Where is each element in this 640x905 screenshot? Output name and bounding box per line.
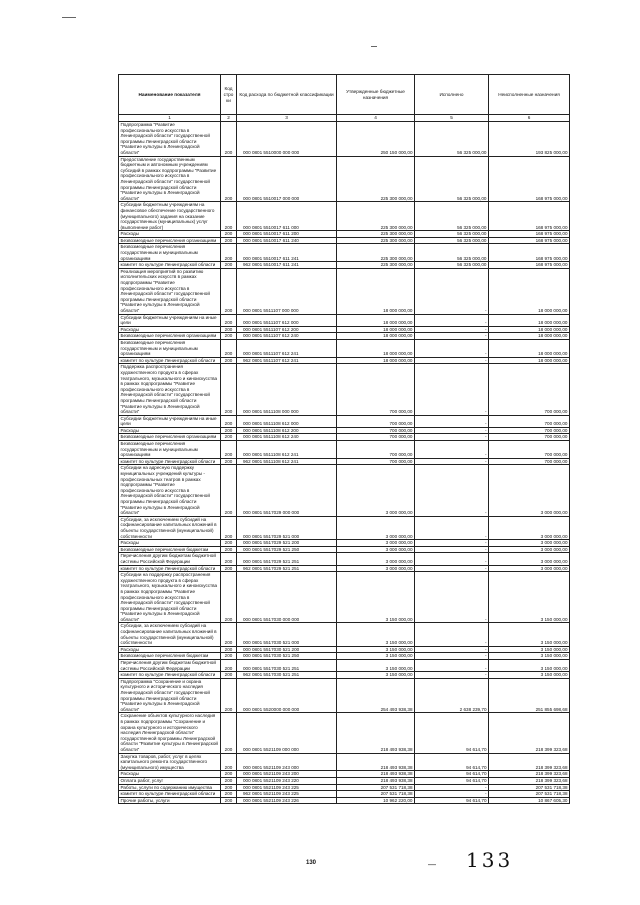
row-name: Перечисления другим бюджетам бюджетной системы Российской Федерации: [119, 660, 221, 672]
table-row: [119, 339, 570, 357]
table-row: [119, 244, 570, 262]
table-row: [119, 516, 570, 539]
row-code: 200: [221, 516, 237, 539]
row-name: Сохранение объектов культурного наследия в рамках подпрограммы "Сохранение и охрана культурного и исторического наследия Ленинградской области" государственной программы Ленинградской области "Развитие культуры в Ленинградской области": [119, 713, 221, 753]
row-approved: 10 962 220,00: [337, 797, 415, 804]
header-row: [119, 75, 570, 115]
row-executed: 56 325 000,00: [415, 237, 489, 244]
row-name: Субсидии, за исключением субсидий на софинансирование капитальных вложений в объекты государственной (муниципальной) собственности: [119, 516, 221, 539]
row-executed: -: [415, 553, 489, 565]
row-executed: -: [415, 427, 489, 434]
table-row: [119, 771, 570, 778]
row-executed: -: [415, 784, 489, 791]
table-row: [119, 333, 570, 340]
row-classification: 000 0801 5521109 243 220: [237, 777, 337, 784]
row-executed: -: [415, 565, 489, 572]
row-executed: -: [415, 268, 489, 314]
row-approved: 700 000,00: [337, 458, 415, 465]
table-row: [119, 777, 570, 784]
row-code: 200: [221, 465, 237, 516]
table-row: [119, 314, 570, 326]
row-classification: 962 0801 5510017 611 241: [237, 262, 337, 269]
row-code: 200: [221, 364, 237, 415]
table-row: [119, 434, 570, 441]
row-unexecuted: 3 000 000,00: [489, 565, 570, 572]
table-row: [119, 326, 570, 333]
row-executed: 94 614,70: [415, 771, 489, 778]
row-executed: -: [415, 339, 489, 357]
row-executed: -: [415, 546, 489, 553]
row-classification: 000 0801 5510017 611 000: [237, 202, 337, 231]
row-approved: 218 493 938,38: [337, 713, 415, 753]
row-unexecuted: 3 000 000,00: [489, 516, 570, 539]
row-classification: 000 0801 5511108 612 240: [237, 434, 337, 441]
row-name: Субсидии, за исключением субсидий на софинансирование капитальных вложений в объекты государственной (муниципальной) собственности: [119, 623, 221, 646]
table-row: [119, 231, 570, 238]
row-executed: -: [415, 791, 489, 798]
row-executed: -: [415, 357, 489, 364]
row-classification: 000 0801 5521109 000 000: [237, 713, 337, 753]
row-unexecuted: 168 975 000,00: [489, 231, 570, 238]
table-row: [119, 660, 570, 672]
row-name: Реализация мероприятий по развитию исполнительских искусств в рамках подпрограммы "Развитие профессионального искусства в Ленинградской области" государственной программы Ленинградской области "Развитие культуры в Ленинградской области": [119, 268, 221, 314]
row-approved: 700 000,00: [337, 364, 415, 415]
table-row: [119, 653, 570, 660]
row-unexecuted: 168 975 000,00: [489, 244, 570, 262]
row-unexecuted: 168 975 000,00: [489, 262, 570, 269]
header-approved: Утвержденные бюджетные назначения: [337, 75, 415, 115]
row-classification: 000 0801 5511108 000 000: [237, 364, 337, 415]
row-approved: 3 150 000,00: [337, 672, 415, 679]
row-classification: 000 0801 5511107 612 200: [237, 326, 337, 333]
header-classification: Код расхода по бюджетной классификации: [237, 75, 337, 115]
table-row: [119, 565, 570, 572]
row-code: 200: [221, 753, 237, 771]
row-classification: 962 0801 5521109 243 225: [237, 791, 337, 798]
row-executed: 56 325 000,00: [415, 122, 489, 157]
row-code: 200: [221, 565, 237, 572]
table-row: [119, 791, 570, 798]
row-classification: 000 0801 5511107 612 000: [237, 314, 337, 326]
row-unexecuted: 3 150 000,00: [489, 646, 570, 653]
row-classification: 000 0801 5517030 521 000: [237, 623, 337, 646]
row-classification: 962 0801 5517030 521 251: [237, 672, 337, 679]
row-code: 200: [221, 156, 237, 202]
row-approved: 225 300 000,00: [337, 262, 415, 269]
table-row: [119, 546, 570, 553]
row-classification: 000 0801 5510000 000 000: [237, 122, 337, 157]
row-executed: 94 614,70: [415, 753, 489, 771]
row-unexecuted: 168 975 000,00: [489, 237, 570, 244]
column-number: 2: [221, 115, 237, 122]
row-name: Поддержка распространения художественного продукта в сферах театрального, музыкального и киноискусства в рамках подпрограммы "Развитие профессионального искусства в Ленинградской области" государственной программы Ленинградской области "Развитие культуры в Ленинградской области": [119, 364, 221, 415]
row-code: 200: [221, 237, 237, 244]
row-name: комитет по культуре Ленинградской области: [119, 458, 221, 465]
row-approved: 3 000 000,00: [337, 565, 415, 572]
row-unexecuted: 3 150 000,00: [489, 653, 570, 660]
table-row: [119, 553, 570, 565]
header-code: Код стро ки: [221, 75, 237, 115]
row-name: Расходы: [119, 427, 221, 434]
row-approved: 18 000 000,00: [337, 339, 415, 357]
row-unexecuted: 168 975 000,00: [489, 156, 570, 202]
row-code: 200: [221, 572, 237, 623]
row-name: Безвозмездные перечисления бюджетам: [119, 653, 221, 660]
handwritten-page-number: 133: [466, 848, 514, 872]
row-code: 200: [221, 546, 237, 553]
row-classification: 000 0801 5510017 611 241: [237, 244, 337, 262]
row-approved: 3 150 000,00: [337, 653, 415, 660]
row-code: 200: [221, 653, 237, 660]
row-executed: -: [415, 434, 489, 441]
row-code: 200: [221, 646, 237, 653]
row-approved: 3 000 000,00: [337, 553, 415, 565]
row-code: 200: [221, 339, 237, 357]
row-name: Прочие работы, услуги: [119, 797, 221, 804]
row-unexecuted: 218 399 323,68: [489, 777, 570, 784]
row-classification: 000 0801 5521109 243 200: [237, 771, 337, 778]
table-row: [119, 427, 570, 434]
row-approved: 250 150 000,00: [337, 122, 415, 157]
row-executed: -: [415, 326, 489, 333]
row-executed: -: [415, 660, 489, 672]
row-unexecuted: 3 150 000,00: [489, 623, 570, 646]
row-classification: 000 0801 5511108 612 241: [237, 441, 337, 459]
row-classification: 962 0801 5517029 521 251: [237, 565, 337, 572]
row-unexecuted: 18 000 000,00: [489, 357, 570, 364]
row-name: комитет по культуре Ленинградской области: [119, 791, 221, 798]
row-code: 200: [221, 231, 237, 238]
row-executed: -: [415, 314, 489, 326]
row-name: Расходы: [119, 326, 221, 333]
row-approved: 3 150 000,00: [337, 572, 415, 623]
row-approved: 225 300 000,00: [337, 237, 415, 244]
row-unexecuted: 3 000 000,00: [489, 465, 570, 516]
table-row: [119, 623, 570, 646]
table-row: [119, 646, 570, 653]
row-executed: -: [415, 516, 489, 539]
table-row: [119, 465, 570, 516]
row-executed: -: [415, 441, 489, 459]
row-name: Работы, услуги по содержанию имущества: [119, 784, 221, 791]
row-classification: 000 0801 5517029 521 200: [237, 540, 337, 547]
column-number: 6: [489, 115, 570, 122]
row-classification: 000 0801 5511107 612 241: [237, 339, 337, 357]
header-executed: Исполнено: [415, 75, 489, 115]
row-unexecuted: 3 000 000,00: [489, 553, 570, 565]
row-approved: 700 000,00: [337, 434, 415, 441]
row-name: Подпрограмма "Сохранение и охрана культурного и исторического наследия Ленинградской области" государственной программы Ленинградской области "Развитие культуры в Ленинградской области": [119, 678, 221, 713]
row-executed: 56 325 000,00: [415, 156, 489, 202]
row-approved: 207 531 718,38: [337, 784, 415, 791]
table-row: [119, 540, 570, 547]
row-classification: 000 0801 5510017 611 200: [237, 231, 337, 238]
row-name: Субсидии бюджетным учреждениям на иные цели: [119, 415, 221, 427]
column-number: 1: [119, 115, 221, 122]
row-code: 200: [221, 415, 237, 427]
row-name: Оплата работ, услуг: [119, 777, 221, 784]
row-code: 200: [221, 202, 237, 231]
row-executed: 94 614,70: [415, 777, 489, 784]
table-row: [119, 262, 570, 269]
row-approved: 3 150 000,00: [337, 660, 415, 672]
row-classification: 000 0801 5517029 521 251: [237, 553, 337, 565]
table-row: [119, 458, 570, 465]
row-approved: 700 000,00: [337, 415, 415, 427]
row-code: 200: [221, 771, 237, 778]
row-name: Безвозмездные перечисления организациям: [119, 434, 221, 441]
row-approved: 3 000 000,00: [337, 516, 415, 539]
row-name: Расходы: [119, 231, 221, 238]
row-classification: 000 0801 5511108 612 200: [237, 427, 337, 434]
row-executed: -: [415, 646, 489, 653]
row-approved: 18 000 000,00: [337, 333, 415, 340]
report-table: [118, 74, 570, 804]
row-executed: 2 638 239,70: [415, 678, 489, 713]
row-classification: 000 0801 5511108 612 000: [237, 415, 337, 427]
row-code: 200: [221, 333, 237, 340]
table-row: [119, 441, 570, 459]
row-name: Подпрограмма "Развитие профессионального искусства в Ленинградской области" государственной программы Ленинградской области "Развитие культуры в Ленинградской области": [119, 122, 221, 157]
row-code: 200: [221, 672, 237, 679]
row-classification: 000 0801 5517029 521 250: [237, 546, 337, 553]
row-executed: -: [415, 623, 489, 646]
row-code: 200: [221, 314, 237, 326]
row-code: 200: [221, 660, 237, 672]
row-classification: 000 0801 5510017 000 000: [237, 156, 337, 202]
row-name: Субсидии на адресную поддержку муниципальных учреждений культуры - профессиональных театров в рамках подпрограммы "Развитие профессионального искусства в Ленинградской области" государственной программы Ленинградской области "Развитие культуры в Ленинградской области": [119, 465, 221, 516]
row-code: 200: [221, 244, 237, 262]
row-classification: 000 0801 5521109 243 225: [237, 784, 337, 791]
page-number: 130: [306, 860, 317, 866]
row-code: 200: [221, 441, 237, 459]
top-mark-left: [62, 17, 76, 18]
row-unexecuted: 207 531 718,38: [489, 784, 570, 791]
header-unexecuted: Неисполненные назначения: [489, 75, 570, 115]
row-unexecuted: 18 000 000,00: [489, 268, 570, 314]
row-approved: 18 000 000,00: [337, 326, 415, 333]
row-unexecuted: 193 825 000,00: [489, 122, 570, 157]
row-name: комитет по культуре Ленинградской области: [119, 672, 221, 679]
row-classification: 000 0801 5511107 612 240: [237, 333, 337, 340]
row-executed: -: [415, 672, 489, 679]
row-approved: 18 000 000,00: [337, 357, 415, 364]
row-code: 200: [221, 791, 237, 798]
row-approved: 225 300 000,00: [337, 231, 415, 238]
row-unexecuted: 700 000,00: [489, 415, 570, 427]
table-row: [119, 237, 570, 244]
row-executed: -: [415, 364, 489, 415]
row-classification: 000 0801 5511107 000 000: [237, 268, 337, 314]
row-name: Субсидии бюджетным учреждениям на финансовое обеспечение государственного (муниципального) задания на оказание государственных (муниципальных) услуг (выполнение работ): [119, 202, 221, 231]
row-approved: 254 493 938,38: [337, 678, 415, 713]
row-unexecuted: 218 399 323,68: [489, 771, 570, 778]
row-executed: 56 325 000,00: [415, 231, 489, 238]
row-approved: 18 000 000,00: [337, 268, 415, 314]
row-name: Безвозмездные перечисления организациям: [119, 333, 221, 340]
row-approved: 700 000,00: [337, 441, 415, 459]
row-code: 200: [221, 623, 237, 646]
row-name: комитет по культуре Ленинградской области: [119, 357, 221, 364]
table-row: [119, 678, 570, 713]
row-classification: 000 0801 5510017 611 240: [237, 237, 337, 244]
table-row: [119, 784, 570, 791]
row-approved: 3 150 000,00: [337, 623, 415, 646]
row-executed: -: [415, 465, 489, 516]
row-code: 200: [221, 326, 237, 333]
row-executed: 56 325 000,00: [415, 202, 489, 231]
row-code: 200: [221, 784, 237, 791]
top-mark-right: [371, 46, 377, 47]
row-unexecuted: 700 000,00: [489, 427, 570, 434]
row-executed: -: [415, 653, 489, 660]
row-unexecuted: 18 000 000,00: [489, 339, 570, 357]
table-row: [119, 672, 570, 679]
row-code: 200: [221, 540, 237, 547]
row-classification: 000 0801 5517030 521 251: [237, 660, 337, 672]
row-approved: 225 300 000,00: [337, 244, 415, 262]
row-approved: 225 300 000,00: [337, 202, 415, 231]
row-unexecuted: 251 855 698,68: [489, 678, 570, 713]
row-classification: 000 0801 5521109 243 226: [237, 797, 337, 804]
row-executed: 94 614,70: [415, 797, 489, 804]
table-row: [119, 122, 570, 157]
row-code: 200: [221, 357, 237, 364]
table-row: [119, 572, 570, 623]
row-approved: 3 000 000,00: [337, 546, 415, 553]
row-approved: 18 000 000,00: [337, 314, 415, 326]
column-number: 4: [337, 115, 415, 122]
row-approved: 700 000,00: [337, 427, 415, 434]
row-executed: 56 325 000,00: [415, 262, 489, 269]
row-name: Безвозмездные перечисления организациям: [119, 237, 221, 244]
row-code: 200: [221, 713, 237, 753]
row-approved: 218 493 938,38: [337, 777, 415, 784]
row-unexecuted: 18 000 000,00: [489, 314, 570, 326]
row-code: 200: [221, 122, 237, 157]
row-executed: -: [415, 458, 489, 465]
row-name: Безвозмездные перечисления государственным и муниципальным организациям: [119, 339, 221, 357]
row-classification: 000 0801 5517030 000 000: [237, 572, 337, 623]
row-executed: -: [415, 540, 489, 547]
row-name: комитет по культуре Ленинградской области: [119, 565, 221, 572]
row-unexecuted: 18 000 000,00: [489, 333, 570, 340]
row-code: 200: [221, 777, 237, 784]
row-unexecuted: 10 867 605,30: [489, 797, 570, 804]
row-code: 200: [221, 458, 237, 465]
row-classification: 000 0801 5517029 000 000: [237, 465, 337, 516]
row-unexecuted: 168 975 000,00: [489, 202, 570, 231]
row-code: 200: [221, 268, 237, 314]
header-name: Наименование показателя: [119, 75, 221, 115]
row-unexecuted: 3 000 000,00: [489, 546, 570, 553]
row-name: Расходы: [119, 771, 221, 778]
table-row: [119, 268, 570, 314]
table-row: [119, 753, 570, 771]
row-executed: -: [415, 415, 489, 427]
row-unexecuted: 3 000 000,00: [489, 540, 570, 547]
row-executed: -: [415, 572, 489, 623]
row-approved: 218 493 938,38: [337, 753, 415, 771]
row-name: Перечисления другим бюджетам бюджетной системы Российской Федерации: [119, 553, 221, 565]
row-approved: 207 531 718,38: [337, 791, 415, 798]
row-classification: 000 0801 5517029 521 000: [237, 516, 337, 539]
row-classification: 962 0801 5511107 612 241: [237, 357, 337, 364]
row-unexecuted: 700 000,00: [489, 441, 570, 459]
row-unexecuted: 3 150 000,00: [489, 672, 570, 679]
table-body: [119, 122, 570, 804]
column-number: 3: [237, 115, 337, 122]
row-classification: 000 0801 5517030 521 250: [237, 653, 337, 660]
table-row: [119, 713, 570, 753]
column-number-row: [119, 115, 570, 122]
row-code: 200: [221, 434, 237, 441]
row-classification: 000 0801 5520000 000 000: [237, 678, 337, 713]
row-approved: 225 300 000,00: [337, 156, 415, 202]
row-unexecuted: 207 531 718,38: [489, 791, 570, 798]
row-unexecuted: 3 150 000,00: [489, 660, 570, 672]
row-unexecuted: 218 399 323,68: [489, 713, 570, 753]
row-name: Безвозмездные перечисления бюджетам: [119, 546, 221, 553]
row-approved: 3 000 000,00: [337, 465, 415, 516]
column-number: 5: [415, 115, 489, 122]
row-name: Безвозмездные перечисления государственным и муниципальным организациям: [119, 441, 221, 459]
row-unexecuted: 218 399 323,68: [489, 753, 570, 771]
row-unexecuted: 700 000,00: [489, 364, 570, 415]
row-classification: 962 0801 5511108 612 241: [237, 458, 337, 465]
table-row: [119, 415, 570, 427]
row-unexecuted: 700 000,00: [489, 458, 570, 465]
table-row: [119, 357, 570, 364]
row-name: Расходы: [119, 540, 221, 547]
row-code: 200: [221, 553, 237, 565]
table-row: [119, 202, 570, 231]
row-executed: 94 614,70: [415, 713, 489, 753]
row-code: 200: [221, 427, 237, 434]
row-code: 200: [221, 797, 237, 804]
row-name: комитет по культуре Ленинградской области: [119, 262, 221, 269]
row-name: Предоставление государственным бюджетным и автономным учреждениям субсидий в рамках подпрограммы "Развитие профессионального искусства в Ленинградской области" государственной программы Ленинградской области "Развитие культуры в Ленинградской области": [119, 156, 221, 202]
row-unexecuted: 3 150 000,00: [489, 572, 570, 623]
row-name: Субсидии бюджетным учреждениям на иные цели: [119, 314, 221, 326]
row-code: 200: [221, 262, 237, 269]
row-name: Безвозмездные перечисления государственным и муниципальным организациям: [119, 244, 221, 262]
row-approved: 218 493 938,38: [337, 771, 415, 778]
row-code: 200: [221, 678, 237, 713]
row-classification: 000 0801 5517030 521 200: [237, 646, 337, 653]
row-name: Расходы: [119, 646, 221, 653]
table-row: [119, 156, 570, 202]
row-executed: -: [415, 333, 489, 340]
footer-dash: —: [428, 860, 436, 869]
table-row: [119, 364, 570, 415]
row-name: Закупка товаров, работ, услуг в целях капитального ремонта государственного (муниципального) имущества: [119, 753, 221, 771]
row-unexecuted: 700 000,00: [489, 434, 570, 441]
row-approved: 3 000 000,00: [337, 540, 415, 547]
table-row: [119, 797, 570, 804]
row-approved: 3 150 000,00: [337, 646, 415, 653]
row-name: Субсидии на поддержку распространения художественного продукта в сферах театрального, музыкального и киноискусства в рамках подпрограммы "Развитие профессионального искусства в Ленинградской области" государственной программы Ленинградской области "Развитие культуры в Ленинградской области": [119, 572, 221, 623]
row-classification: 000 0801 5521109 243 000: [237, 753, 337, 771]
row-unexecuted: 18 000 000,00: [489, 326, 570, 333]
row-executed: 56 325 000,00: [415, 244, 489, 262]
